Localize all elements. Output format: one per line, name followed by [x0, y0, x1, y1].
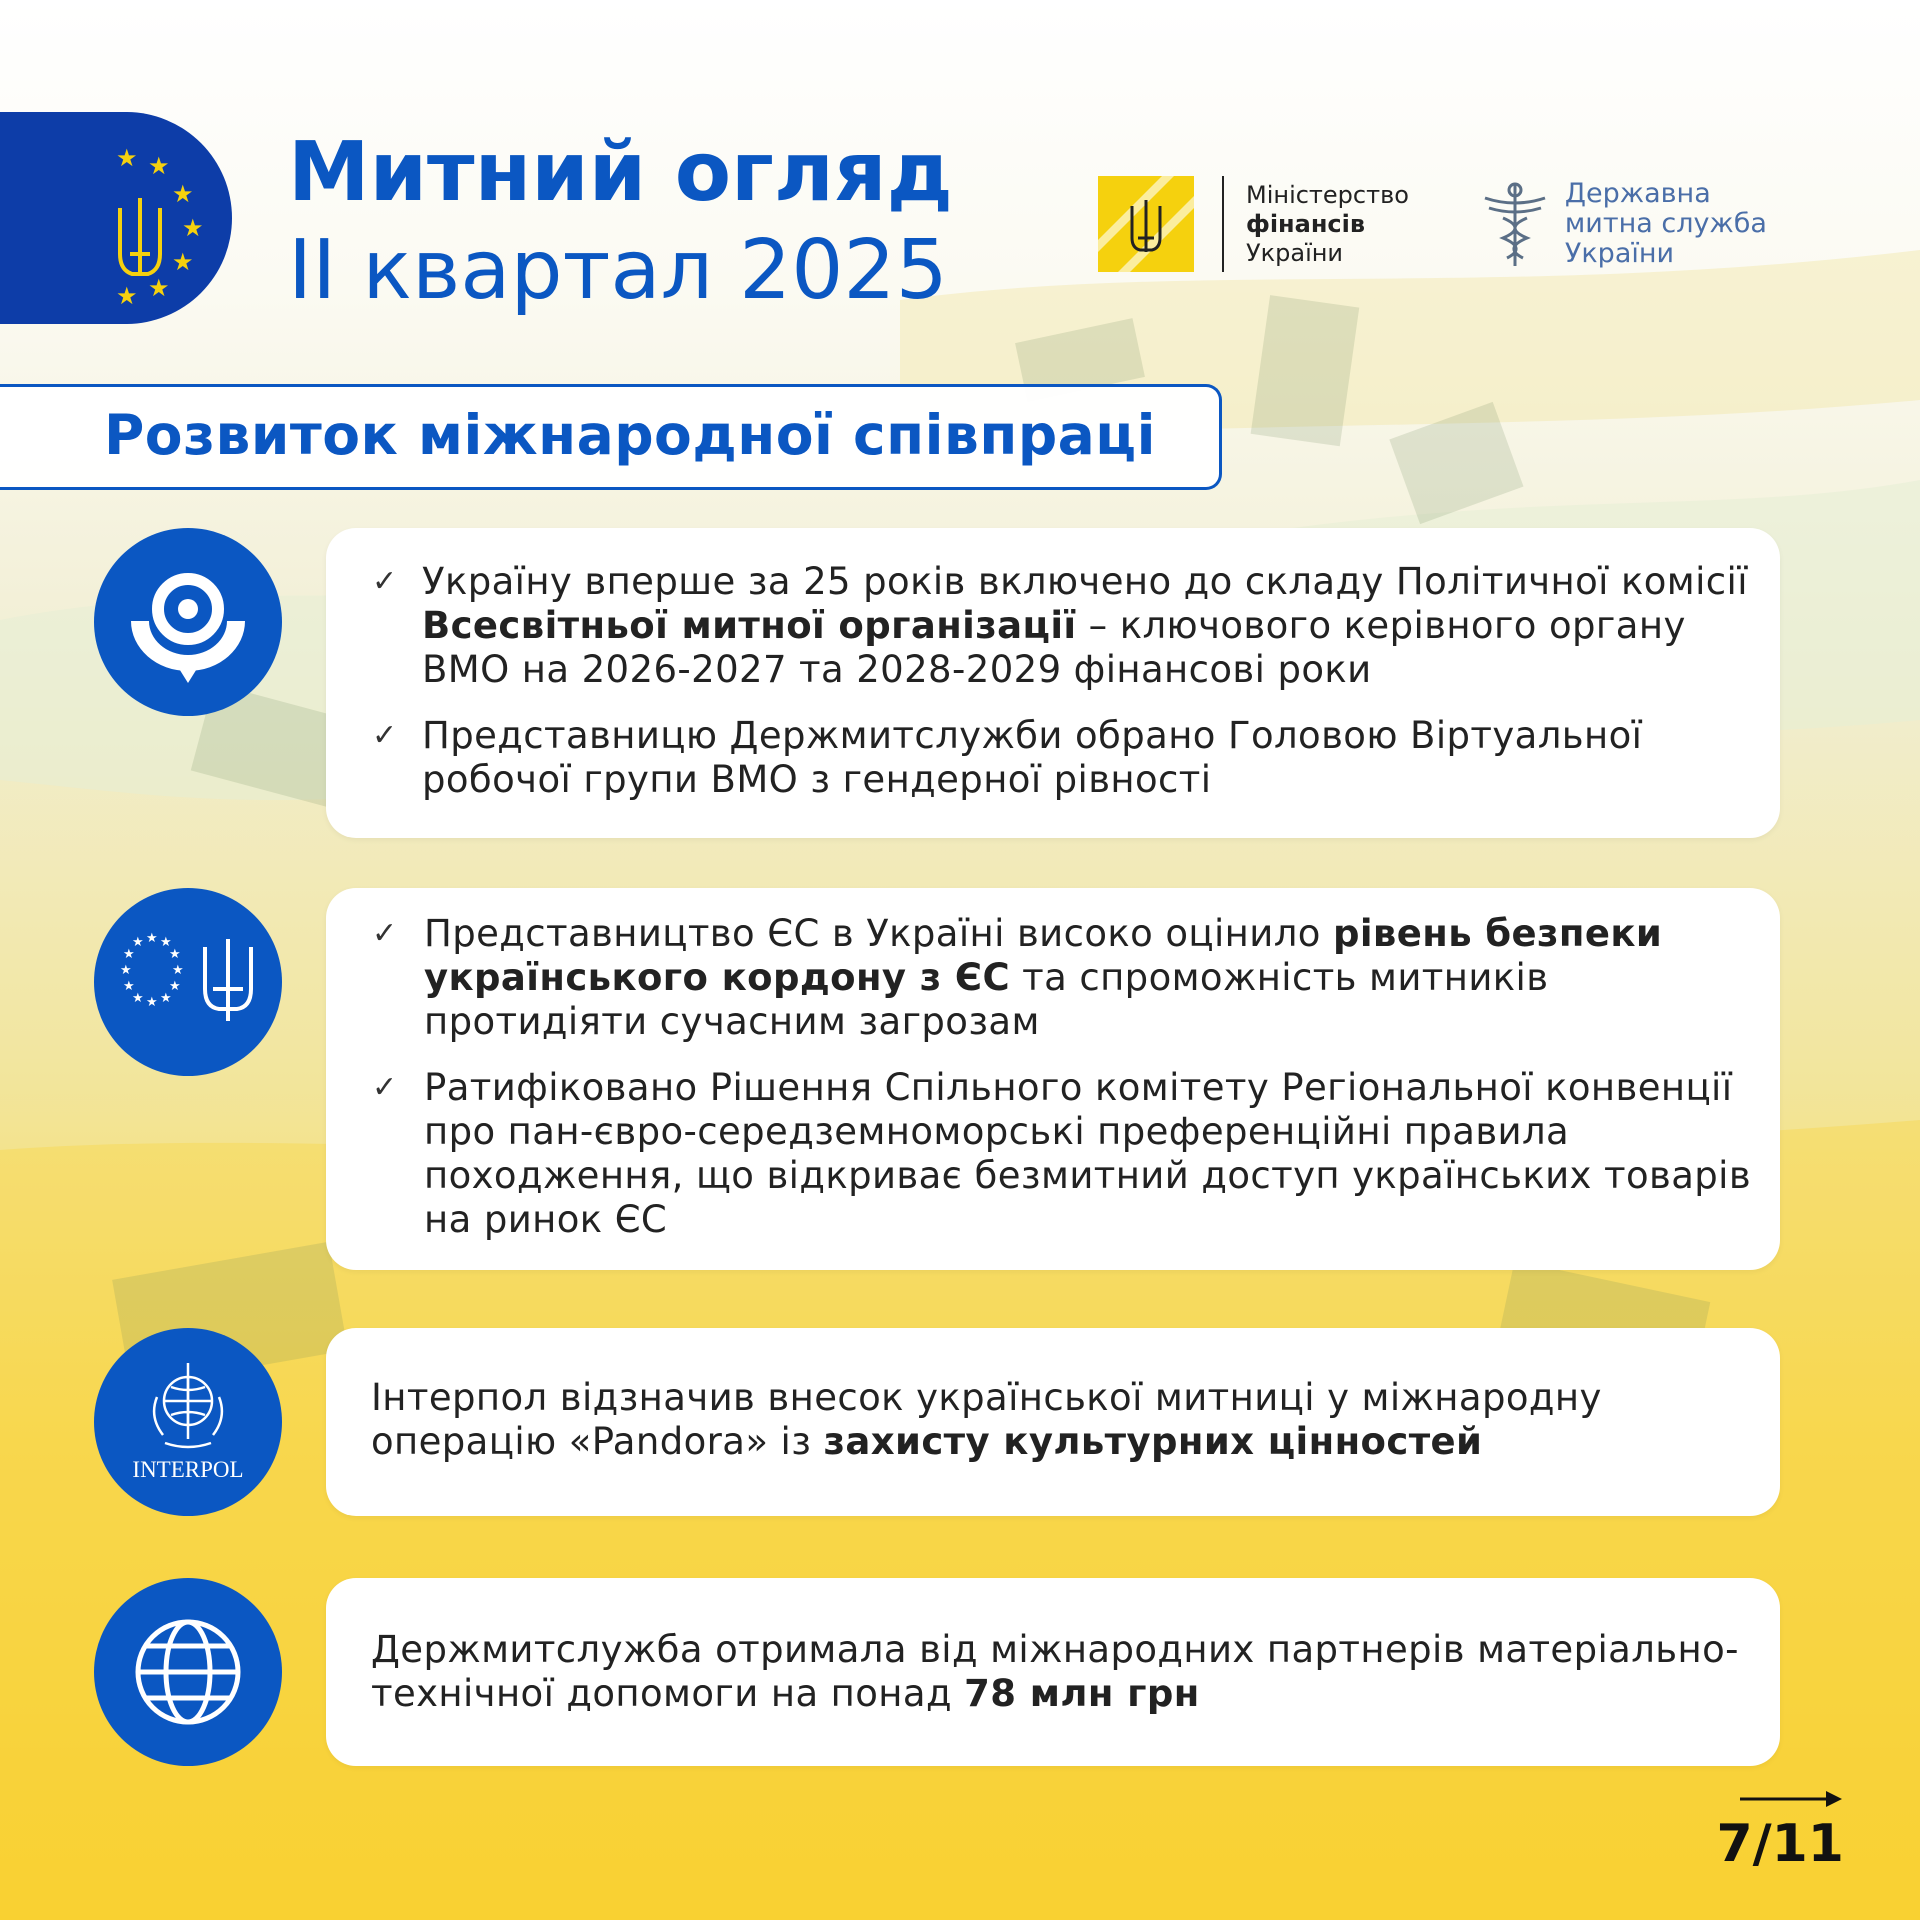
customs-line1: Державна — [1564, 178, 1711, 209]
svg-text:★: ★ — [169, 947, 181, 962]
page-title: Митний огляд — [288, 125, 953, 220]
customs-line3: України — [1564, 238, 1675, 269]
svg-text:★: ★ — [123, 947, 135, 962]
partner-logos — [1098, 176, 1767, 272]
ministry-of-finance-logo — [1098, 176, 1194, 272]
customs-caduceus-icon — [1475, 178, 1555, 270]
svg-text:★: ★ — [148, 274, 170, 302]
eu-stars-trident-icon — [113, 927, 263, 1037]
aid-text — [326, 1628, 1780, 1716]
wco-item1-text-end: – ключового керівного органу ВМО на 2026-2027 та 2028-2029 фінансові роки — [422, 604, 1686, 691]
svg-text:★: ★ — [160, 991, 172, 1006]
eu-flag-badge — [0, 112, 232, 324]
check-icon: ✓ — [372, 1070, 398, 1105]
card-interpol — [326, 1328, 1780, 1516]
card-eu — [326, 888, 1780, 1270]
svg-text:★: ★ — [132, 935, 144, 950]
wco-logo-icon — [123, 557, 253, 687]
svg-text:★: ★ — [146, 931, 158, 946]
svg-text:★: ★ — [160, 935, 172, 950]
aid-text-bold: 78 млн грн — [964, 1672, 1200, 1715]
card-aid — [326, 1578, 1780, 1766]
list-item — [326, 1066, 1780, 1242]
list-item — [326, 714, 1780, 802]
interpol-text — [326, 1376, 1780, 1464]
interpol-text-bold: захисту культурних цінностей — [823, 1420, 1483, 1463]
list-item — [326, 560, 1780, 692]
svg-text:★: ★ — [120, 963, 132, 978]
svg-text:★: ★ — [123, 979, 135, 994]
section-header — [0, 384, 1222, 490]
wco-item1-text: Україну вперше за 25 років включено до складу Політичної комісії — [422, 560, 1748, 603]
ministry-line3: України — [1246, 238, 1344, 267]
eu-item1-text-end: та спроможність митників протидіяти сучасним загрозам — [424, 956, 1549, 1043]
aid-text-main: Держмитслужба отримала від міжнародних партнерів матеріально-технічної допомоги на понад — [371, 1628, 1739, 1715]
ministry-line2: фінансів — [1246, 209, 1366, 238]
check-icon: ✓ — [372, 916, 398, 951]
eu-stars-trident-icon — [90, 126, 220, 310]
eu-logo-circle — [94, 888, 282, 1076]
svg-text:★: ★ — [172, 963, 184, 978]
arrow-right-icon — [1738, 1786, 1846, 1812]
svg-text:★: ★ — [172, 180, 194, 208]
globe-icon — [132, 1616, 244, 1728]
svg-text:★: ★ — [146, 995, 158, 1010]
page-subtitle: II квартал 2025 — [288, 223, 948, 318]
header-title-block — [288, 125, 953, 321]
wco-item2-text: Представницю Держмитслужби обрано Головою Віртуальної робочої групи ВМО з гендерної рівності — [422, 714, 1643, 801]
wco-logo-circle — [94, 528, 282, 716]
interpol-label: INTERPOL — [132, 1457, 244, 1482]
svg-text:★: ★ — [132, 991, 144, 1006]
globe-circle — [94, 1578, 282, 1766]
svg-text:★: ★ — [172, 248, 194, 276]
interpol-text-main: Інтерпол відзначив внесок української митниці у міжнародну операцію «Pandora» із — [371, 1376, 1602, 1463]
page-indicator: 7/11 — [1716, 1814, 1844, 1874]
interpol-logo-icon — [113, 1357, 263, 1487]
state-customs-name — [1565, 179, 1767, 269]
eu-item2-text: Ратифіковано Рішення Спільного комітету Регіональної конвенції про пан-євро-середземноморські преференційні правила походження, що відкриває безмитний доступ українських товарів на ринок ЄС — [424, 1066, 1752, 1241]
list-item — [326, 912, 1780, 1044]
state-customs-logo — [1475, 178, 1767, 270]
check-icon: ✓ — [372, 564, 398, 599]
ministry-of-finance-name — [1246, 181, 1409, 268]
svg-text:★: ★ — [182, 214, 204, 242]
card-wco — [326, 528, 1780, 838]
eu-item1-text: Представництво ЄС в Україні високо оцінило — [424, 912, 1333, 955]
svg-text:★: ★ — [169, 979, 181, 994]
logo-divider — [1222, 176, 1224, 272]
section-title: Розвиток міжнародної співпраці — [104, 403, 1156, 467]
interpol-logo-circle — [94, 1328, 282, 1516]
check-icon: ✓ — [372, 718, 398, 753]
eu-item1-bold: рівень безпеки українського кордону з ЄС — [424, 912, 1663, 999]
ministry-line1: Міністерство — [1246, 180, 1409, 209]
svg-text:★: ★ — [116, 144, 138, 172]
svg-text:★: ★ — [148, 152, 170, 180]
customs-line2: митна служба — [1564, 208, 1767, 239]
svg-text:★: ★ — [116, 282, 138, 310]
wco-item1-bold: Всесвітньої митної організації — [422, 604, 1077, 647]
trident-icon — [1098, 176, 1194, 272]
